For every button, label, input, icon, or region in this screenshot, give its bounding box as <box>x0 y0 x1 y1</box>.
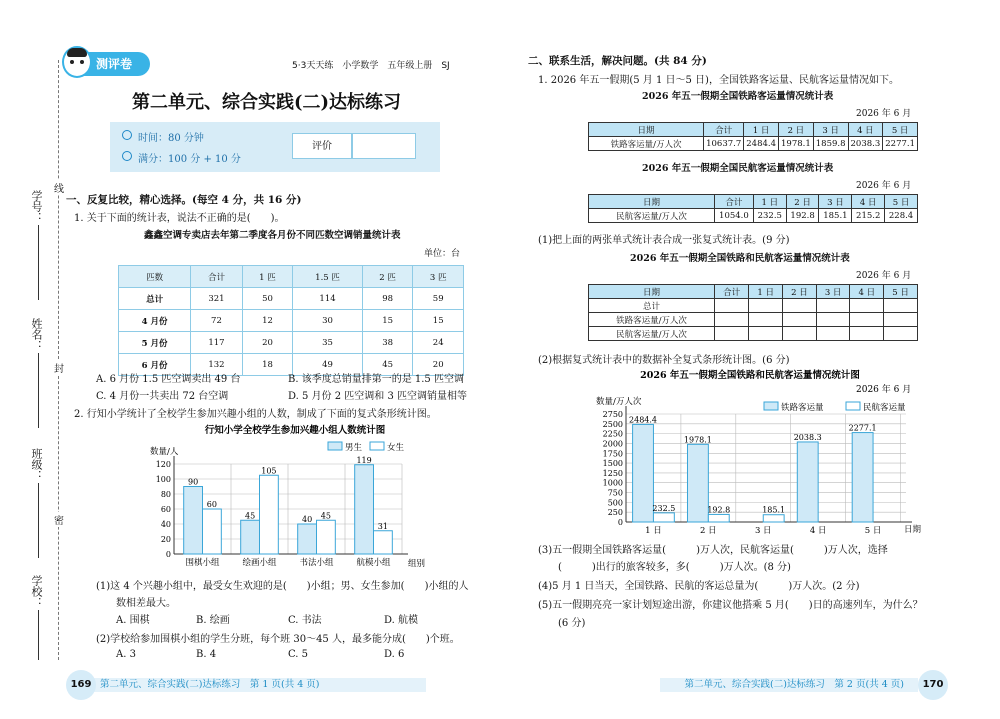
table-cell: 38 <box>362 332 413 354</box>
student-face-icon <box>62 46 92 78</box>
table-cell: 1978.1 <box>779 137 814 151</box>
table-header: 合计 <box>191 266 242 288</box>
q1-option-d[interactable]: D. 5 月份 2 匹空调和 3 匹空调销量相等 <box>288 391 467 402</box>
y-tick-label: 0 <box>165 550 171 559</box>
x-tick-label: 3 日 <box>754 526 772 536</box>
right-footer-text: 第二单元、综合实践(二)达标练习 第 2 页(共 4 页) <box>684 679 904 690</box>
q2-sub2-option-a[interactable]: A. 3 <box>116 649 136 660</box>
s2-q5-line2: (6 分) <box>558 618 586 629</box>
bar <box>708 514 729 522</box>
table-header: 4 日 <box>850 285 884 299</box>
right-page-number: 170 <box>918 670 948 700</box>
student-name-label: 姓名： <box>30 318 43 351</box>
blank-cell[interactable] <box>749 313 783 327</box>
table-cell: 15 <box>362 310 413 332</box>
table-cell: 30 <box>293 310 363 332</box>
data-label: 119 <box>356 455 372 465</box>
full-score: 满分：100 分 + 10 分 <box>138 154 241 165</box>
blank-cell[interactable] <box>850 313 884 327</box>
bar <box>633 424 654 522</box>
blank-cell[interactable] <box>816 299 850 313</box>
chart1-title: 行知小学全校学生参加兴趣小组人数统计图 <box>204 425 386 436</box>
test-badge-label: 测评卷 <box>96 57 133 71</box>
y-tick-label: 2000 <box>602 439 623 449</box>
q2-sub2-option-c[interactable]: C. 5 <box>288 649 309 660</box>
left-footer-bar <box>86 678 426 692</box>
y-tick-label: 750 <box>607 488 623 498</box>
x-tick-label: 书法小组 <box>299 558 334 568</box>
table-header: 5 日 <box>883 123 918 137</box>
chart2-title: 2026 年五一假期全国铁路和民航客运量情况统计图 <box>640 370 860 381</box>
x-tick-label: 2 日 <box>700 526 717 536</box>
y-tick-label: 1500 <box>602 459 623 469</box>
table-cell: 2038.3 <box>848 137 883 151</box>
page-title: 第二单元、综合实践(二)达标练习 <box>132 92 402 113</box>
q2-sub1-line2: 数相差最大。 <box>116 598 176 609</box>
table-cell: 59 <box>413 288 464 310</box>
table-cell: 铁路客运量/万人次 <box>589 137 704 151</box>
table-cell: 50 <box>242 288 293 310</box>
table-cell: 12 <box>242 310 293 332</box>
table-header: 2 匹 <box>362 266 413 288</box>
class-label: 班级： <box>30 448 43 481</box>
table-header: 3 日 <box>819 195 852 209</box>
chart2-ylabel: 数量/万人次 <box>596 397 642 407</box>
legend-swatch-boys <box>328 442 342 450</box>
s2-q1: (1)把上面的两张单式统计表合成一张复式统计表。(9 分) <box>538 235 790 246</box>
table-cell: 35 <box>293 332 363 354</box>
rail-table-title: 2026 年五一假期全国铁路客运量情况统计表 <box>642 91 834 102</box>
q1-table-unit: 单位：台 <box>424 249 461 259</box>
section1-heading: 一、反复比较，精心选择。(每空 4 分，共 16 分) <box>66 194 302 206</box>
ac-sales-table <box>118 265 464 376</box>
blank-cell[interactable] <box>749 299 783 313</box>
table-cell: 132 <box>191 354 242 376</box>
table-cell: 10637.7 <box>704 137 744 151</box>
legend-label-rail: 铁路客运量 <box>781 403 824 413</box>
table-header: 合计 <box>715 285 749 299</box>
air-table-date: 2026 年 6 月 <box>856 181 912 191</box>
y-tick-label: 120 <box>155 460 171 469</box>
table-header: 3 匹 <box>413 266 464 288</box>
s2-q5-line1: (5)五一假期亮亮一家计划短途出游，你建议他搭乘 5 月( )日的高速列车，为什么？ <box>538 600 923 611</box>
blank-cell[interactable] <box>715 327 749 341</box>
table-header: 日期 <box>589 285 715 299</box>
blank-cell[interactable] <box>783 299 817 313</box>
bar <box>687 444 708 522</box>
y-tick-label: 0 <box>617 518 623 527</box>
school-line <box>38 610 39 660</box>
data-label: 2484.4 <box>629 415 658 425</box>
table-cell: 总计 <box>119 288 191 310</box>
table-header: 1.5 匹 <box>293 266 363 288</box>
x-tick-label: 绘画小组 <box>242 558 277 568</box>
data-label: 192.8 <box>707 505 731 515</box>
bar <box>374 531 393 554</box>
y-tick-label: 40 <box>160 520 171 529</box>
rail-table-date: 2026 年 6 月 <box>856 109 912 119</box>
bar <box>852 433 873 522</box>
combined-table <box>588 284 918 341</box>
blank-cell[interactable] <box>884 313 918 327</box>
table-cell: 5 月份 <box>119 332 191 354</box>
table-header: 2 日 <box>783 285 817 299</box>
air-table <box>588 194 918 223</box>
info-box <box>110 122 440 172</box>
legend-swatch-air <box>846 402 860 410</box>
binding-mark-dense: 密 <box>54 512 64 527</box>
table-cell: 18 <box>242 354 293 376</box>
blank-cell[interactable] <box>715 299 749 313</box>
table-header: 合计 <box>704 123 744 137</box>
q2-sub2: (2)学校给参加围棋小组的学生分班，每个班 30～45 人，最多能分成( )个班。 <box>96 634 460 645</box>
q2-sub1-option-d[interactable]: D. 航模 <box>384 615 419 626</box>
y-tick-label: 2250 <box>602 429 623 439</box>
q2-sub1-option-c[interactable]: C. 书法 <box>288 615 322 626</box>
table-cell: 215.2 <box>852 209 885 223</box>
y-tick-label: 100 <box>155 475 171 484</box>
student-name-line <box>38 353 39 428</box>
blank-cell[interactable] <box>884 327 918 341</box>
bar <box>260 475 279 554</box>
interest-group-chart <box>140 420 450 572</box>
legend-swatch-girls <box>370 442 384 450</box>
table-header: 2 日 <box>779 123 814 137</box>
q1-stem: 1. 关于下面的统计表，说法不正确的是( )。 <box>74 213 285 224</box>
blank-cell[interactable] <box>884 299 918 313</box>
legend-label-girls: 女生 <box>387 443 405 453</box>
table-cell: 24 <box>413 332 464 354</box>
student-number-line <box>38 225 39 300</box>
table-cell: 20 <box>242 332 293 354</box>
rail-table <box>588 122 918 151</box>
table-cell: 49 <box>293 354 363 376</box>
s2-q3-line1: (3)五一假期全国铁路客运量( )万人次，民航客运量( )万人次，选择 <box>538 545 888 556</box>
q1-option-b[interactable]: B. 该季度总销量排第一的是 1.5 匹空调 <box>288 374 464 385</box>
chart2-legend <box>764 402 906 413</box>
binding-mark-seal: 封 <box>54 360 64 375</box>
data-label: 40 <box>302 515 313 524</box>
data-label: 105 <box>261 466 277 476</box>
table-cell: 321 <box>191 288 242 310</box>
q1-table-title: 鑫鑫空调专卖店去年第二季度各月份不同匹数空调销量统计表 <box>144 230 401 241</box>
table-header: 合计 <box>715 195 754 209</box>
y-tick-label: 60 <box>160 505 171 514</box>
y-tick-label: 250 <box>607 508 623 518</box>
x-tick-label: 围棋小组 <box>185 558 220 568</box>
y-tick-label: 80 <box>160 490 171 499</box>
data-label: 45 <box>320 511 331 521</box>
data-label: 1978.1 <box>683 435 712 445</box>
table-header: 1 日 <box>744 123 779 137</box>
data-label: 31 <box>377 521 388 531</box>
bar <box>763 515 784 522</box>
q1-option-c[interactable]: C. 4 月份一共卖出 72 台空调 <box>96 391 229 402</box>
table-header: 5 日 <box>884 285 918 299</box>
q2-stem: 2. 行知小学统计了全校学生参加兴趣小组的人数，制成了下面的复式条形统计图。 <box>74 409 437 420</box>
y-tick-label: 2500 <box>602 419 623 429</box>
test-badge <box>66 52 150 76</box>
combined-table-date: 2026 年 6 月 <box>856 271 912 281</box>
q2-sub1-line1: (1)这 4 个兴趣小组中，最受女生欢迎的是( )小组；男、女生参加( )小组的人 <box>96 581 469 592</box>
table-cell: 民航客运量/万人次 <box>589 209 715 223</box>
left-footer-text: 第二单元、综合实践(二)达标练习 第 1 页(共 4 页) <box>100 679 320 690</box>
q2-sub2-option-d[interactable]: D. 6 <box>384 649 405 660</box>
bar <box>317 520 336 554</box>
table-header: 2 日 <box>786 195 819 209</box>
legend-swatch-rail <box>764 402 778 410</box>
table-cell: 20 <box>413 354 464 376</box>
table-header: 3 日 <box>813 123 848 137</box>
q2-sub1-option-a[interactable]: A. 围棋 <box>116 615 150 626</box>
blank-cell[interactable] <box>715 313 749 327</box>
table-header: 3 日 <box>816 285 850 299</box>
q2-sub1-option-b[interactable]: B. 绘画 <box>196 615 230 626</box>
blank-cell[interactable] <box>816 313 850 327</box>
table-cell: 114 <box>293 288 363 310</box>
section2-heading: 二、联系生活，解决问题。(共 84 分) <box>528 55 707 67</box>
book-header: 5·3天天练 小学数学 五年级上册 SJ <box>292 61 450 71</box>
table-cell: 2484.4 <box>744 137 779 151</box>
chart1-legend <box>328 442 405 453</box>
y-tick-label: 500 <box>607 498 623 508</box>
eval-label: 评价 <box>292 133 352 159</box>
table-header: 匹数 <box>119 266 191 288</box>
table-cell: 2277.1 <box>883 137 918 151</box>
table-cell: 192.8 <box>786 209 819 223</box>
y-tick-label: 1000 <box>602 478 623 488</box>
chart1-ylabel: 数量/人 <box>150 447 179 457</box>
y-tick-label: 20 <box>160 535 171 544</box>
table-header: 4 日 <box>852 195 885 209</box>
bar <box>797 442 818 522</box>
s2-intro: 1. 2026 年五一假期(5 月 1 日～5 日)，全国铁路客运量、民航客运量情况如下。 <box>538 75 899 86</box>
legend-label-air: 民航客运量 <box>863 403 906 413</box>
blank-cell[interactable] <box>749 327 783 341</box>
combined-table-title: 2026 年五一假期全国铁路和民航客运量情况统计表 <box>630 253 850 264</box>
time-limit: 时间：80 分钟 <box>138 133 204 144</box>
binding-mark-line: 线 <box>54 180 64 195</box>
s2-q3-line2: ( )出行的旅客较多，多( )万人次。(8 分) <box>558 562 791 573</box>
legend-label-boys: 男生 <box>345 443 363 453</box>
s2-q2: (2)根据复式统计表中的数据补全复式条形统计图。(6 分) <box>538 355 790 366</box>
y-tick-label: 1750 <box>602 449 623 459</box>
y-tick-label: 1250 <box>602 468 623 478</box>
table-cell: 6 月份 <box>119 354 191 376</box>
bar <box>298 524 317 554</box>
bar <box>203 509 222 554</box>
table-cell: 4 月份 <box>119 310 191 332</box>
table-cell: 总计 <box>589 299 715 313</box>
blank-cell[interactable] <box>816 327 850 341</box>
data-label: 2038.3 <box>793 432 822 442</box>
blank-cell[interactable] <box>783 313 817 327</box>
data-label: 2277.1 <box>848 423 877 433</box>
table-header: 日期 <box>589 123 704 137</box>
eval-box[interactable] <box>352 133 416 159</box>
school-label: 学校： <box>30 575 43 608</box>
bar <box>653 513 674 522</box>
x-tick-label: 1 日 <box>645 526 662 536</box>
table-header: 4 日 <box>848 123 883 137</box>
s2-q4: (4)5 月 1 日当天，全国铁路、民航的客运总量为( )万人次。(2 分) <box>538 581 860 592</box>
table-cell: 民航客运量/万人次 <box>589 327 715 341</box>
x-tick-label: 4 日 <box>809 526 827 536</box>
data-label: 45 <box>245 511 256 521</box>
data-label: 185.1 <box>762 505 786 515</box>
check-icon <box>122 151 132 161</box>
blank-cell[interactable] <box>850 327 884 341</box>
data-label: 232.5 <box>652 503 676 513</box>
table-header: 5 日 <box>885 195 918 209</box>
clock-icon <box>122 130 132 140</box>
table-cell: 72 <box>191 310 242 332</box>
table-header: 日期 <box>589 195 715 209</box>
q1-option-a[interactable]: A. 6 月份 1.5 匹空调卖出 49 台 <box>96 374 241 385</box>
bar <box>184 487 203 555</box>
table-cell: 228.4 <box>885 209 918 223</box>
data-label: 60 <box>206 500 217 509</box>
x-tick-label: 5 日 <box>864 526 882 536</box>
blank-cell[interactable] <box>783 327 817 341</box>
q2-sub2-option-b[interactable]: B. 4 <box>196 649 217 660</box>
chart1-xlabel: 组别 <box>408 559 426 569</box>
table-cell: 98 <box>362 288 413 310</box>
data-label: 90 <box>188 477 199 487</box>
table-cell: 185.1 <box>819 209 852 223</box>
x-tick-label: 航模小组 <box>356 558 391 568</box>
table-cell: 232.5 <box>753 209 786 223</box>
chart2-xlabel: 日期 <box>904 525 922 535</box>
class-line <box>38 483 39 558</box>
bar <box>241 520 260 554</box>
right-footer-bar <box>660 678 918 692</box>
table-cell: 1859.8 <box>813 137 848 151</box>
transport-chart <box>588 366 932 538</box>
table-header: 1 日 <box>749 285 783 299</box>
left-page-number: 169 <box>66 670 96 700</box>
y-tick-label: 2750 <box>602 410 623 419</box>
bar <box>355 465 374 554</box>
table-header: 1 日 <box>753 195 786 209</box>
blank-cell[interactable] <box>850 299 884 313</box>
student-number-label: 学号： <box>30 190 43 223</box>
table-cell: 117 <box>191 332 242 354</box>
table-cell: 15 <box>413 310 464 332</box>
table-cell: 1054.0 <box>715 209 754 223</box>
table-cell: 铁路客运量/万人次 <box>589 313 715 327</box>
chart2-date: 2026 年 6 月 <box>856 385 912 395</box>
table-header: 1 匹 <box>242 266 293 288</box>
air-table-title: 2026 年五一假期全国民航客运量情况统计表 <box>642 163 834 174</box>
table-cell: 45 <box>362 354 413 376</box>
